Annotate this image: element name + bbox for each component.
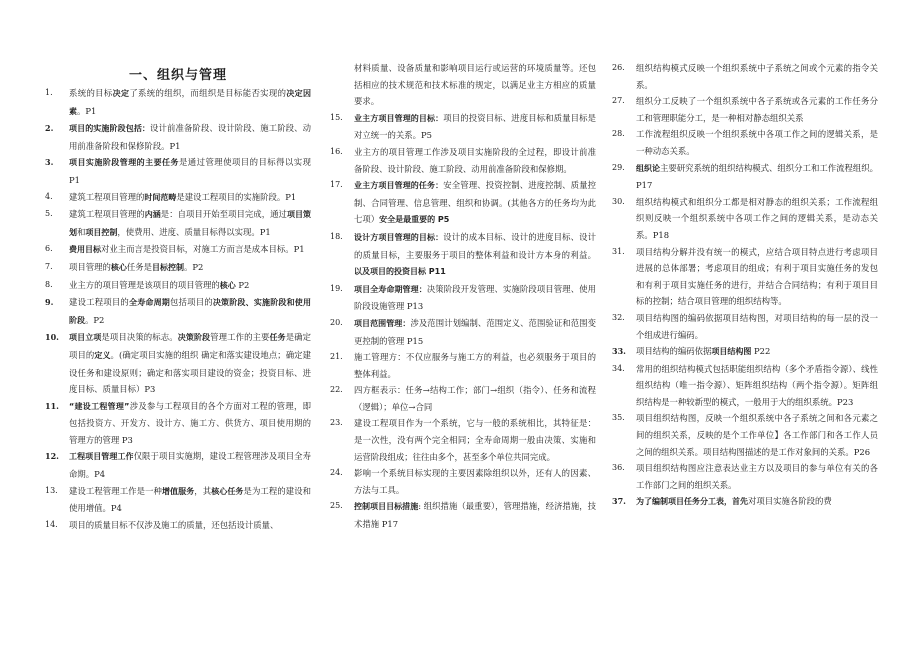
item-text [69,277,311,295]
list-item [330,177,596,229]
list-item [330,144,596,177]
text-segment: 设计的成本目标、设计的进度目标、设计的质量目标，主要服务于项目的整体利益和设计方本身的利益。 [354,231,597,260]
column-left [45,60,311,533]
item-number: 21. [330,352,343,362]
bold-text: 项目策划 [69,210,312,237]
list-item [45,241,311,259]
text-segment: P22 [751,346,771,357]
item-text [69,259,311,277]
text-segment: 管理工作的主要 [210,332,270,343]
item-text [69,85,311,120]
item-text [354,465,596,498]
text-segment: 。P1 [77,105,97,116]
item-number: 18. [330,231,343,241]
item-number: 16. [330,146,343,156]
item-number: 30. [612,196,625,206]
list-item [330,498,596,532]
text-segment: : 组织措施（最重要），管理措施，经济措施，技术措施 P17 [354,501,596,530]
bold-text: 时间范畴 [144,192,177,202]
bold-text: 以及项目的投资目标 P11 [354,267,446,277]
text-segment: 项目结构图的编码依据项目结构图，对项目结构的每一层的没一个组成进行编码。 [636,312,878,340]
item-text [636,361,878,411]
item-number: 22. [330,385,343,395]
text-segment: 设计前准备阶段、设计阶段、施工阶段、动用前准备阶段和保修阶段。P1 [69,123,312,151]
list-item [612,460,878,493]
text-segment: 项目管理的 [69,261,111,272]
item-text [354,415,596,465]
list-item [330,315,596,349]
text-segment: 影响一个系统目标实现的主要因素除组织以外，还有人的因素、方法与工具。 [354,468,596,495]
text-segment: ，使费用、进度、质量目标得以实现。P1 [117,226,271,237]
item-number: 35. [612,413,625,423]
text-segment: 涉及范围计划编制、范围定义、范围验证和范围变更控制的管理 P15 [354,317,596,346]
list-item [45,206,311,241]
text-segment: 。P2 [85,314,105,325]
list-item [612,310,878,343]
item-number: 14. [45,519,58,529]
bold-text: 决定 [112,89,130,98]
item-text [636,343,878,361]
item-text [69,483,311,517]
bold-text: “建设工程管理” [69,401,130,411]
text-segment: 业主方的项目管理是该项目的项目管理的 [69,279,220,290]
bold-text: 核心 [110,262,127,272]
item-number: 5. [45,209,53,219]
list-item [45,294,311,329]
bold-text: 目标控制 [152,262,184,272]
list-item [330,415,596,465]
item-number: 8. [45,279,53,289]
list-item [45,120,311,154]
bold-text: 全寿命周期 [129,298,170,308]
list-item [330,281,596,315]
list-item [45,277,311,295]
item-number: 34. [612,363,625,373]
bold-text: 业主方项目管理的任务： [354,181,444,191]
text-segment: 建设工程项目的 [69,297,129,308]
text-segment: 是项目决策的标志。 [101,332,178,343]
list-item [330,229,596,281]
text-segment: 了系统的组织，而组织是目标能否实现的 [129,88,287,98]
bold-text: 项目结构图 [711,347,752,357]
bold-text: 项目的实施阶段包括： [69,124,151,134]
item-number: 28. [612,129,625,139]
item-number: 1. [45,88,53,97]
item-text [636,310,878,343]
item-text [636,460,878,493]
text-segment: 是通过管理使项目的目标得以实现 P1 [69,157,312,185]
bold-text: 定义 [94,350,111,360]
bold-text: 安全是最重要的 P5 [379,215,450,225]
bold-text: 任务 [269,333,286,343]
item-number: 9. [45,297,54,308]
item-number: 26. [612,63,625,72]
list-item [612,126,878,159]
item-text [636,410,878,460]
text-segment: 是为工程的建设和使用增值。P4 [69,485,312,514]
text-segment: 。P2 [184,261,204,272]
item-number: 17. [330,180,343,190]
text-segment: 项目结构的编码依据 [636,346,712,357]
list-item [612,343,878,361]
text-segment: 仅限于项目实施期，建设工程管理涉及项目全寿命期。P4 [69,451,312,480]
item-number: 29. [612,162,625,172]
text-segment: 对业主而言是投资目标，对施工方而言是成本目标。P1 [101,244,305,255]
item-list [612,60,878,511]
item-text [354,315,596,349]
list-item [612,60,878,93]
item-number: 13. [45,485,58,495]
bold-text: 核心 [219,280,236,290]
item-number: 19. [330,283,343,293]
list-item [330,349,596,382]
list-item [45,259,311,277]
item-text [354,144,596,177]
item-list [45,85,311,533]
text-segment: 项目的质量目标不仅涉及施工的质量，还包括设计质量、 [69,519,279,530]
section-title: 一、组织与管理 [128,68,227,83]
bold-text: 项目立项 [69,333,102,343]
item-number: 7. [45,261,53,271]
item-number: 27. [612,96,625,106]
item-number: 10. [45,332,59,343]
text-segment: 是建设工程项目的实施阶段。P1 [176,191,297,202]
bold-text: 项目实施阶段管理的主要任务 [69,158,179,168]
list-item [612,244,878,310]
list-item [330,465,596,498]
bold-text: 设计方项目管理的目标： [354,232,444,242]
text-segment: 建设工程管理工作是一种 [69,485,162,496]
list-item [330,110,596,144]
column-right [612,60,878,511]
item-number: 11. [45,400,59,411]
list-item [45,448,311,482]
text-segment: 决策阶段开发管理、实施阶段项目管理、使用阶段设施管理 P13 [354,283,597,312]
text-segment: 项目组织结构图，反映一个组织系统中各子系统之间和各元素之间的组织关系，反映的是个工作单位】各工作部门和各工作人员之间的组织关系。项目结构图描述的是工作对象间的关系。P26 [636,413,878,457]
text-segment: P2 [235,279,250,290]
item-number: 12. [45,451,59,462]
item-text [354,281,596,315]
item-number: 2. [45,123,54,134]
item-text [69,241,311,259]
text-segment: 是确定项目的 [69,332,312,360]
text-segment: 建设工程项目作为一个系统，它与一般的系统相比，其特征是：是一次性，没有两个完全相同；全寿命周期一般由决策、实施和运营阶段组成；往往由多个，甚至多个单位共同完成。 [354,418,596,462]
item-text [69,154,311,188]
item-number: 23. [330,418,343,428]
text-segment: 项目组织结构图应注意表达业主方以及项目的参与单位有关的各工作部门之间的组织关系。 [636,463,878,490]
item-text [69,398,311,449]
item-text [354,110,596,144]
continued-text: 材料质量、设备质量和影响项目运行或运营的环境质量等。还包括相应的技术规范和技术标准的规定，以满足业主方相应的质量要求。 [354,63,596,107]
text-segment: 组织分工反映了一个组织系统中各子系统或各元素的工作任务分工和管理职能分工，是一种相对静态组织关系 [636,96,878,123]
bold-text: 为了编制项目任务分工表，首先 [636,497,748,507]
item-text [69,120,311,154]
item-text [636,126,878,159]
bold-text: 增值服务 [161,486,195,496]
item-number: 4. [45,191,53,201]
text-segment: 。(确定项目实施的组织 确定和落实建设地点；确定建设任务和建设原则；确定和落实项目建设的资金；投资目标、进度目标、质量目标）P3 [69,349,312,395]
text-segment: 安全管理、投资控制、进度控制、质量控制、合同管理、信息管理、组织和协调。(其他各方的任务均为此七项） [354,180,597,225]
item-text [354,382,596,415]
item-list [330,110,596,533]
text-segment: 包括项目的 [169,297,213,308]
item-text [354,498,596,532]
item-number: 36. [612,463,625,473]
bold-text: 工程项目管理工作 [69,452,134,462]
text-segment: 工作流程组织反映一个组织系统中各项工作之间的逻辑关系，是一种动态关系。 [636,129,878,156]
item-number: 24. [330,468,343,478]
list-item [45,154,311,188]
item-text [69,448,311,482]
text-segment: 项目结构分解并没有统一的模式，应结合项目特点进行考虑项目进展的总体部署；考虑项目的组成；有利于项目实施任务的发包和有利于项目实施任务的进行，并结合合同结构；有利于项目目标的控制；结合项目管理的组织结构等。 [636,246,878,307]
column-middle [330,60,596,533]
bold-text: 决策阶段、实施阶段和使用阶段 [69,298,312,325]
item-number: 20. [330,317,343,327]
item-text [636,60,878,93]
bold-text: 决定因素 [69,89,312,116]
list-item [45,398,311,449]
item-number: 32. [612,312,625,322]
list-item [45,517,311,534]
text-segment: 涉及参与工程项目的各个方面对工程的管理，即包括投资方、开发方、设计方、施工方、供货方、项目使用期的管理方的管理 P3 [69,400,312,445]
text-segment: 组织结构模式反映一个组织系统中子系统之间或个元素的指令关系。 [636,63,878,90]
bold-text: 费用目标 [69,245,101,255]
list-item [612,160,878,194]
item-text [354,229,596,281]
bold-text: 项目范围管理： [354,318,411,328]
item-number: 31. [612,246,625,256]
item-text [636,160,878,194]
text-segment: 主要研究系统的组织结构模式、组织分工和工作流程组织。P17 [636,162,879,191]
list-item [612,194,878,244]
text-segment: 建筑工程项目管理的 [69,209,145,220]
text-segment: 项目的投资目标、进度目标和质量目标是对立统一的关系。P5 [354,112,597,141]
text-segment: 建筑工程项目管理的 [69,191,145,202]
text-segment: 施工管理方：不仅应服务与施工方的利益，也必须服务于项目的整体利益。 [354,352,596,379]
text-segment: ，其 [194,485,212,496]
item-text [69,329,311,397]
bold-text: 控制项目目标措施 [354,502,419,512]
text-segment: 常用的组织结构模式包括职能组织结构（多个矛盾指令源）、线性组织结构（唯一指令源）、矩阵组织结构（两个指令源）。矩阵组织结构是一种较新型的模式，一般用于大的组织系统。P23 [636,363,878,407]
item-text [69,517,311,534]
list-item [45,483,311,517]
item-text [69,206,311,241]
item-number: 37. [612,496,626,507]
item-number: 6. [45,244,53,254]
list-item [45,85,311,120]
text-segment: 业主方的项目管理工作涉及项目实施阶段的全过程，即设计前准备阶段、设计阶段、施工阶段、动用前准备阶段和保修期。 [354,146,596,174]
bold-text: 决策阶段 [177,333,211,343]
text-segment: 系统的目标 [69,88,113,98]
bold-text: 组织论 [636,163,661,173]
list-item [330,382,596,415]
item-text [69,189,311,207]
text-segment: 组织结构模式和组织分工都是相对静态的组织关系；工作流程组织则反映一个组织系统中各项工作之间的逻辑关系，是动态关系。P18 [636,196,878,240]
text-segment: 对项目实施各阶段的费 [748,496,832,507]
text-segment: 四方框表示：任务→结构工作；部门→组织（指令）、任务和流程（逻辑）；单位→合同 [354,385,596,412]
bold-text: 项目全寿命期管理： [354,284,427,294]
list-item [612,93,878,126]
item-text [636,93,878,126]
item-text [354,177,596,229]
item-number: 33. [612,346,626,357]
item-number: 25. [330,501,343,511]
item-text [636,244,878,310]
bold-text: 项目控制 [85,227,118,237]
list-item [45,189,311,207]
text-segment: 和 [77,226,86,237]
item-text [636,493,878,511]
item-number: 3. [45,157,54,168]
list-item [612,410,878,460]
item-number: 15. [330,112,343,122]
text-segment: 任务是 [126,261,152,272]
list-item [45,329,311,397]
text-segment: 是：自项目开始至项目完成，通过 [160,209,287,220]
bold-text: 业主方项目管理的目标： [354,113,444,123]
list-item [612,361,878,411]
list-item [612,493,878,511]
item-text [69,294,311,329]
bold-text: 核心任务 [211,486,244,496]
item-text [354,349,596,382]
item-text [636,194,878,244]
bold-text: 内涵 [144,210,161,220]
